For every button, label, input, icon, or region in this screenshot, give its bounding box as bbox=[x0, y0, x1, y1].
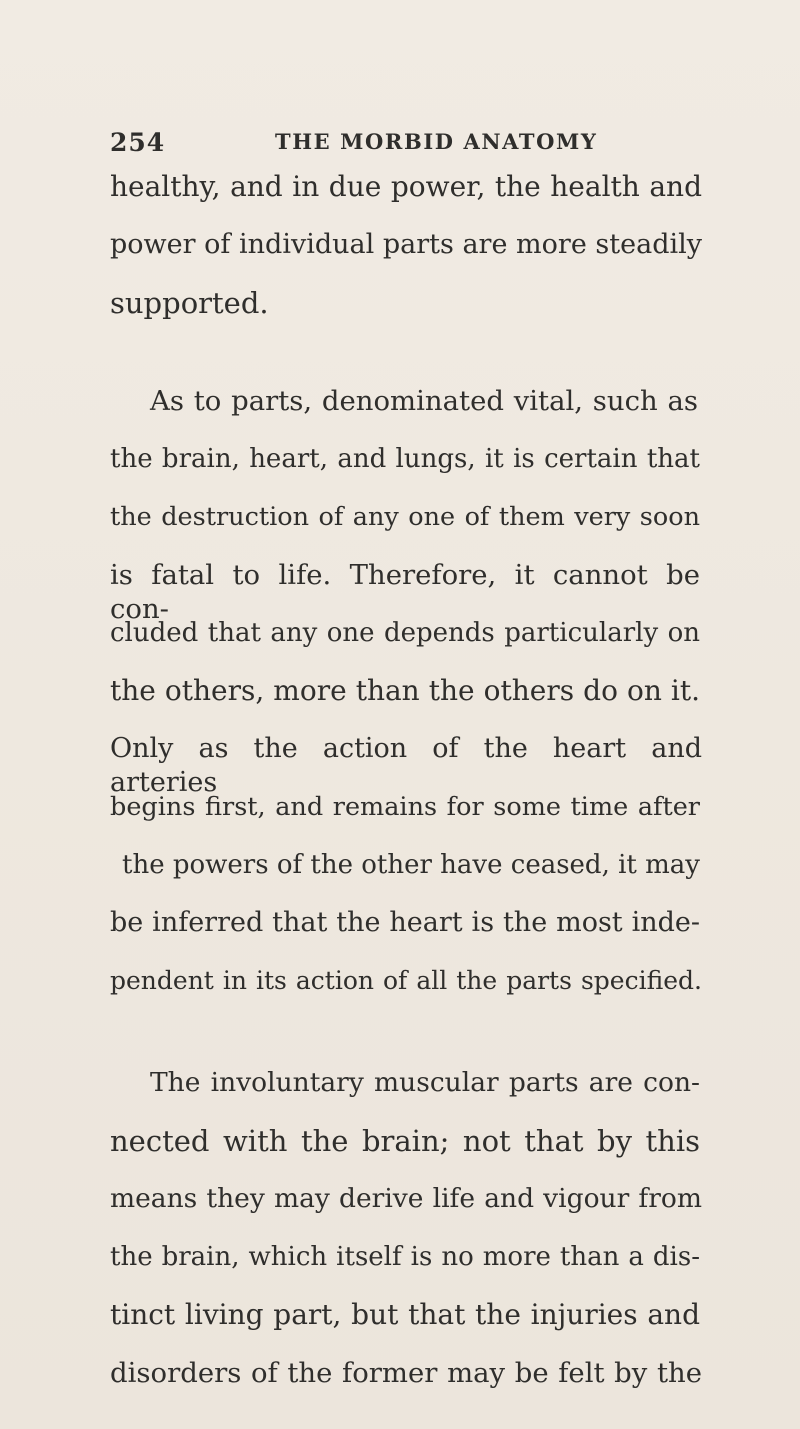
text-line-content: means they may derive life and vigour from bbox=[110, 1183, 702, 1214]
text-line-content: begins first, and remains for some time after bbox=[110, 792, 700, 822]
text-line-content: is fatal to life. Therefore, it cannot be con- bbox=[110, 559, 700, 625]
text-line-content: disorders of the former may be felt by the bbox=[110, 1357, 702, 1389]
text-line-content: the brain, which itself is no more than a dis- bbox=[110, 1242, 700, 1272]
text-line-content: The involuntary muscular parts are con- bbox=[150, 1067, 700, 1098]
text-line-content: nected with the brain; not that by this bbox=[110, 1124, 700, 1158]
text-line-content: be inferred that the heart is the most inde- bbox=[110, 907, 700, 938]
page-number: 254 bbox=[110, 128, 166, 157]
text-line-content: the destruction of any one of them very soon bbox=[110, 502, 700, 532]
text-line-content: the others, more than the others do on it. bbox=[110, 674, 700, 707]
text-line-content: cluded that any one depends particularly on bbox=[110, 618, 700, 648]
text-line-content: supported. bbox=[110, 286, 269, 320]
text-line-content: the brain, heart, and lungs, it is certain that bbox=[110, 444, 700, 474]
text-line-content: Only as the action of the heart and arteries bbox=[110, 733, 702, 798]
text-line-content: tinct living part, but that the injuries and bbox=[110, 1298, 700, 1331]
text-line-content: pendent in its action of all the parts specified. bbox=[110, 966, 702, 995]
running-head: THE MORBID ANATOMY bbox=[275, 129, 598, 154]
text-line-content: As to parts, denominated vital, such as bbox=[150, 385, 698, 417]
text-line-content: healthy, and in due power, the health and bbox=[110, 170, 702, 203]
text-line-content: power of individual parts are more steadily bbox=[110, 229, 702, 260]
page-header bbox=[110, 120, 710, 160]
text-line-content: the powers of the other have ceased, it may bbox=[122, 850, 700, 880]
